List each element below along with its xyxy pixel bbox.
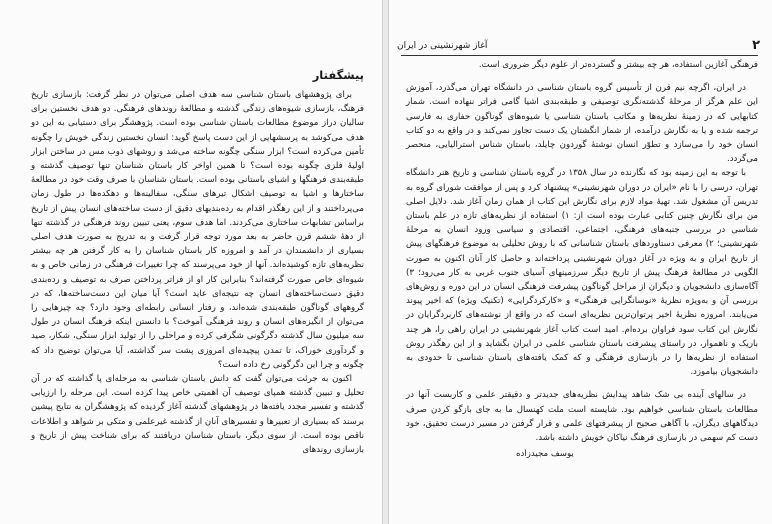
book-gutter — [382, 0, 389, 524]
page-header — [397, 38, 760, 53]
page-number: ۲ — [752, 38, 760, 53]
left-paragraph-2: اکنون به جرئت می‌توان گفت که دانش باستان شناسی به مرحله‌ای پا گذاشته که در آن تحلیل و تبیین گذشته همپای توصیف آن اهمیتی خاص پیدا کرده است. این مرحله را ارزیابی گذشته و تفسیر مجدد یافته‌ها در پژوهشهای گذشته آغاز گردیده که پژوهشگران به نتایج پیشین برسند که بسیاری از تعبیرها و تفسیرهای آنان از گذشته غیرعلمی و متکی بر شواهد و اطلاعات ناقص بوده است. از سوی دیگر، باستان شناسان دریافتند که برای شناخت پیش از تاریخ و بازسازی روندهای — [31, 374, 364, 456]
right-page-body — [406, 58, 758, 461]
preface-title: پیشگفتار — [312, 68, 364, 82]
right-paragraph-2: در ایران، اگرچه نیم قرن از تأسیس گروه باستان شناسی در دانشگاه تهران می‌گذرد، آموزش این علم هرگز از مرحلهٔ گذشته‌نگری توصیفی و طبقه‌بندی اشیا گامی فراتر ننهاده است. شمار کتابهایی که در زمینهٔ نظریه‌ها و مکاتب باستان شناسی یا شیوه‌های گوناگون حفاری به فارسی ترجمه شده و یا به نگارش درآمده، از شمار انگشتان یک دست تجاوز نمی‌کند و در واقع به دو کتاب انسان خود را می‌سازد و تطوّر انسان نوشتهٔ گوردون چایلد، باستان شناس استرالیایی، منحصر می‌گردد. — [406, 83, 758, 165]
running-head: آغاز شهرنشینی در ایران — [397, 40, 488, 51]
left-paragraph-1: برای پژوهشهای باستان شناسی سه هدف اصلی می‌توان در نظر گرفت: بازسازی تاریخ فرهنگ، بازسازی شیوه‌های زندگی گذشته و مطالعهٔ روندهای فرهنگی. دو هدف نخستین برای سالیان دراز موضوع مطالعات باستان شناسی بوده است. پژوهشگر برای دستیابی به این دو هدف می‌کوشد به پرسشهایی از این دست پاسخ گوید: انسان نخستین زندگی خویش را چگونه تأمین می‌کرده است؟ ابزار سنگی چگونه ساخته می‌شد و روشهای ذوب مس در ساختن ابزار اولیهٔ فلزی چگونه بوده است؟ تا همین اواخر کار باستان شناسان تنها توصیف گذشته و طبقه‌بندی فرهنگها و اشیای باستانی بوده است. باستان شناسان با صرف وقت خود در مطالعهٔ ساختارها و اشیا به توصیف اشکال تیرهای سنگی، سفالینه‌ها و دهکده‌ها در طول زمان می‌پرداختند و از این رهگذر اقدام به رده‌بندیهای دقیق از دست ساخته‌های انسان پیش از تاریخ براساس تشابهات ساختاری می‌کردند. اما هدف سوم، یعنی تبیین روند فرهنگی در گذشته تنها از دههٔ ششم قرن حاضر به بعد مورد توجه قرار گرفت و به تدریج به صورت هدف اصلی بسیاری از دانشمندان در آمد و امروزه کار باستان شناسان را به کار گرفتن هر چه بیشتر نظریه‌های تازه کوشیده‌اند. آنها از خود می‌پرسند که چرا تغییرات فرهنگی در زمانی خاص و به شیوه‌ای خاص صورت گرفته‌اند؟ بنابراین کار او از فراتر پرداختن صرف به توصیف و رده‌بندی دقیق دست‌ساخته‌های انسان چه نتیجه‌ای عاید است؟ آیا میان این دست‌ساخته‌ها، که در گروههای گوناگون طبقه‌بندی شده‌اند، و رفتار انسانی رابطه‌ای وجود دارد؟ چه چیزهایی را می‌توان از انگیزه‌های انسان و روند فرهنگی آموخت؟ با دانستن اینکه فرهنگ انسان در طول سه میلیون سال گذشته دگرگونی شگرفی کرده و مراحلی را از تولید ابزار سنگی، شکار، صید و گردآوری خوراک، تا تمدن پیچیده‌ای امروزی پشت سر گذاشته، آیا می‌توان توضیح داد که چگونه و چرا این دگرگونی رخ داده است؟ — [31, 90, 364, 370]
right-paragraph-4: در سالهای آینده بی شک شاهد پیدایش نظریه‌های جدیدتر و دقیقتر علمی و کاربست آنها در مطالعات باستان شناسی خواهیم بود. شایسته است ملت کهنسال ما به جای بازگو کردن صرف دیدگاههای دیگران، با آگاهی صحیح از پیشرفتهای علمی و قرار گرفتن در مسیر درست تحقیق، خود دست کم سهمی در بازسازی فرهنگ نیاکان خویش داشته باشد. — [406, 390, 758, 444]
left-page — [0, 0, 382, 524]
author-signature: یوسف مجیدزاده — [516, 449, 574, 460]
right-paragraph-3: با توجه به این زمینه بود که نگارنده در سال ۱۳۵۸ در گروه باستان شناسی و تاریخ هنر دانشگاه تهران، درسی را با نام «ایران در دوران شهرنشینی» پیشنهاد کرد و پس از موافقت شورای گروه به تدریس آن مشغول شد. تهیهٔ مواد لازم برای نگارش این کتاب از همان زمان آغاز شد. دلایل اصلی من برای نگارش چنین کتابی عبارت بوده است از: ۱) استفاده از نظریه‌های تازه در علم باستان شناسی در بررسی جنبه‌های فرهنگی، اجتماعی، اقتصادی و سیاسی ورود انسان به مرحلهٔ شهرنشینی؛ ۲) معرفی دستاوردهای باستان شناسانی که با روش تحلیلی به موضوع فرهنگهای پیش از تاریخ ایران و به ویژه در آغاز دوران شهرنشینی پرداخته‌اند و حاصل کار آنان اکنون به صورت الگویی در مطالعهٔ فرهنگ پیش از تاریخ دیگر سرزمینهای آسیای جنوب غربی به کار می‌رود؛ ۳) آگاه‌سازی دانشجویان و دیگران از مراحل گوناگون پیشرفت فرهنگی انسان در این دوره و روش‌های بررسی آن و به‌ویژه نظریهٔ «نوسانگرایی فرهنگی» و «کارکردگرایی» (تکنیک ویژه) که اخیر پیوند می‌یابند. امروزه نظریهٔ اخیر پرتوان‌ترین نظریه‌ای است که در واقع از نوشته‌های کاربردگرایان در نگارش این کتاب سود فراوان برده‌ام. امید است کتاب آغاز شهرنشینی در ایران راهی را، هر چند باریک و ناهموار، در راستای پیشرفت باستان شناسی علمی در ایران بگشاید و از این رهگذر روش استفاده از نظریه‌ها را در بازسازی فرهنگی و که کمک یافته‌های باستان شناسی تا حدودی به دانشجویان بیاموزد. — [406, 168, 758, 378]
left-page-body — [31, 88, 364, 457]
header-rule — [401, 55, 758, 56]
right-page — [389, 0, 772, 524]
right-paragraph-1: فرهنگی آغازین استفاده، هر چه بیشتر و گسترده‌تر از علوم دیگر ضروری است. — [478, 60, 758, 70]
